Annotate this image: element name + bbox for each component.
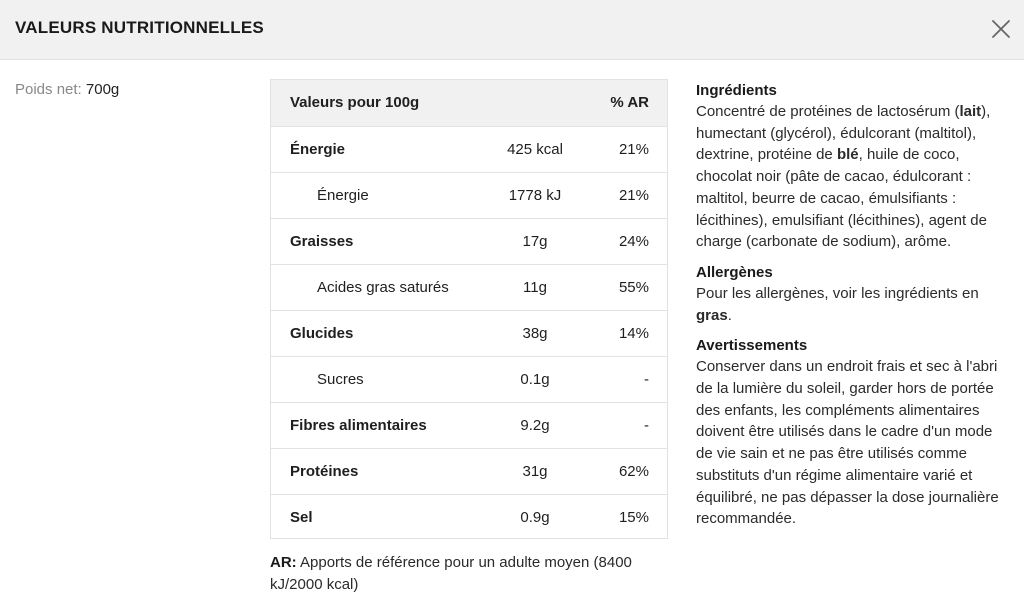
nutrient-value: 0.1g [520,371,550,388]
nutrient-pct: 14% [618,325,649,342]
table-header-pct: % AR [610,94,649,111]
warnings-section [696,335,1011,530]
table-row [271,402,667,448]
net-weight-label: Poids net: [15,81,82,98]
ingredients-text-part: blé [836,146,859,164]
allergens-section [696,262,1011,326]
nutrient-value: 38g [522,325,548,342]
net-weight [15,81,119,98]
ingredients-title: Ingrédients [696,82,777,99]
nutrient-label: Graisses [290,233,354,250]
nutrient-pct: 62% [618,463,649,480]
nutrient-label: Sel [290,509,313,526]
table-header-label: Valeurs pour 100g [290,94,420,111]
nutrient-value: 425 kcal [507,141,563,158]
nutrient-label: Acides gras saturés [317,279,449,296]
net-weight-value: 700g [85,81,120,98]
table-row [271,448,667,494]
nutrient-value: 31g [522,463,548,480]
nutrient-value: 9.2g [520,417,550,434]
footnote-label: AR: [270,554,297,571]
ingredients-text-part: lait [959,103,982,120]
table-row [271,494,667,540]
nutrient-label: Énergie [317,187,369,204]
ingredients-text-part: ), humectant (glycérol), édulcorant (maltitol), dextrine, protéine de [696,103,991,164]
nutrient-label: Énergie [290,141,346,158]
nutrient-value: 1778 kJ [508,187,562,204]
table-row [271,264,667,310]
product-info [696,80,1011,539]
table-row [271,218,667,264]
warnings-text: Conserver dans un endroit frais et sec à l'abri de la lumière du soleil, garder hors de portée des enfants, les compléments alimentaires doivent être utilisés dans le cadre d'un mode de vie sain et ne pas être utilisés comme substituts d'un régime alimentaire varié et équilibré, ne pas dépasser la dose journalière recommandée. [696,358,999,528]
nutrient-value: 11g [523,279,547,296]
table-row [271,126,667,172]
footnote [270,552,670,596]
nutrient-pct: 55% [618,279,649,296]
table-row [271,310,667,356]
close-button[interactable] [988,16,1014,42]
table-header-row [271,80,667,126]
ingredients-section [696,80,1011,253]
footnote-text: Apports de référence pour un adulte moyen (8400 kJ/2000 kcal) [270,554,632,593]
ingredients-text-part: Concentré de protéines de lactosérum ( [696,103,960,120]
allergens-title: Allergènes [696,263,773,281]
nutrient-label: Sucres [317,371,364,388]
allergens-text-part: Pour les allergènes, voir les ingrédients en [696,284,979,302]
close-icon[interactable] [988,16,1014,42]
nutrient-pct: 15% [618,509,649,526]
table-row [271,356,667,402]
warnings-title: Avertissements [696,337,808,355]
nutrient-label: Fibres alimentaires [290,417,427,434]
nutrient-label: Glucides [290,325,354,342]
allergens-text [696,283,1011,326]
table-row [271,172,667,218]
modal-title: VALEURS NUTRITIONNELLES [15,18,264,37]
allergens-text-part: gras [696,306,728,324]
modal-header [0,0,1024,60]
nutrient-value: 0.9g [520,509,550,526]
nutrient-pct: 21% [618,187,649,204]
nutrient-pct: - [644,417,649,434]
nutrient-label: Protéines [290,463,359,480]
nutrient-value: 17g [522,233,548,250]
nutrient-pct: 21% [618,141,649,158]
allergens-text-part: . [727,306,732,324]
ingredients-text [696,101,1011,253]
ingredients-text-part: , huile de coco, chocolat noir (pâte de cacao, édulcorant : maltitol, beurre de cacao, émulsifiants : lécithines), emulsifiant (lécithines), agent de charge (carbonate de sodium), arôme. [696,146,987,251]
nutrient-pct: 24% [618,233,649,250]
nutrition-table [270,79,668,539]
nutrient-pct: - [644,371,649,388]
